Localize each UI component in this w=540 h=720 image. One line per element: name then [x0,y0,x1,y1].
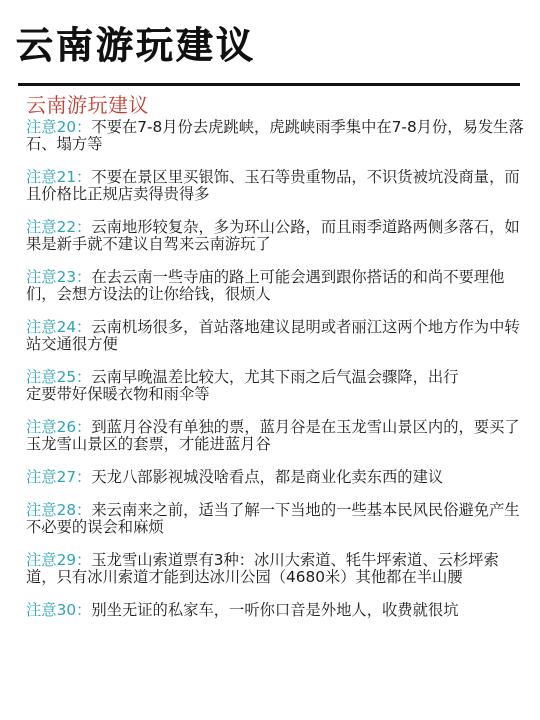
tip-item-23 [26,269,526,303]
tip-item-26 [26,419,526,453]
tip-text: 别坐无证的私家车，一听你口音是外地人，收费就很坑 [91,601,459,619]
tip-item-29 [26,552,526,586]
tip-item-22 [26,219,526,253]
title-divider [18,83,520,86]
tip-label: 注意29： [26,551,92,569]
tip-label: 注意20： [26,118,92,136]
tip-item-28 [26,502,526,536]
tips-list [26,119,526,635]
tip-item-20 [26,119,526,153]
tip-item-30 [26,602,526,619]
section-title: 云南游玩建议 [26,93,149,117]
tip-text: 天龙八部影视城没啥看点，都是商业化卖东西的建议 [91,468,444,486]
tip-text: 在去云南一些寺庙的路上可能会遇到跟你搭话的和尚不要理他们，会想方设法的让你给钱，很烦人 [26,268,505,303]
tip-label: 注意23： [26,268,92,286]
tip-label: 注意22： [26,218,92,236]
tip-item-25 [26,369,526,403]
tip-text: 云南早晚温差比较大，尤其下雨之后气温会骤降，出行 定要带好保暖衣物和雨伞等 [26,368,459,403]
tip-label: 注意27： [26,468,92,486]
tip-text: 不要在7-8月份去虎跳峡，虎跳峡雨季集中在7-8月份，易发生落石、塌方等 [26,118,524,153]
tip-label: 注意24： [26,318,92,336]
tip-text: 到蓝月谷没有单独的票，蓝月谷是在玉龙雪山景区内的，要买了玉龙雪山景区的套票，才能进蓝月谷 [26,418,520,453]
tip-item-27 [26,469,526,486]
tip-text: 云南地形较复杂，多为环山公路，而且雨季道路两侧多落石，如果是新手就不建议自驾来云南游玩了 [26,218,520,253]
tip-label: 注意25： [26,368,92,386]
tip-text: 不要在景区里买银饰、玉石等贵重物品，不识货被坑没商量，而且价格比正规店卖得贵得多 [26,168,520,203]
tip-label: 注意26： [26,418,92,436]
tip-item-21 [26,169,526,203]
page-title: 云南游玩建议 [16,24,256,67]
tip-label: 注意28： [26,501,92,519]
tip-label: 注意21： [26,168,92,186]
tip-item-24 [26,319,526,353]
tip-text: 来云南来之前，适当了解一下当地的一些基本民风民俗避免产生不必要的误会和麻烦 [26,501,520,536]
tip-label: 注意30： [26,601,92,619]
tip-text: 玉龙雪山索道票有3种：冰川大索道、牦牛坪索道、云杉坪索道，只有冰川索道才能到达冰川公园（4680米）其他都在半山腰 [26,551,499,586]
tip-text: 云南机场很多，首站落地建议昆明或者丽江这两个地方作为中转站交通很方便 [26,318,520,353]
